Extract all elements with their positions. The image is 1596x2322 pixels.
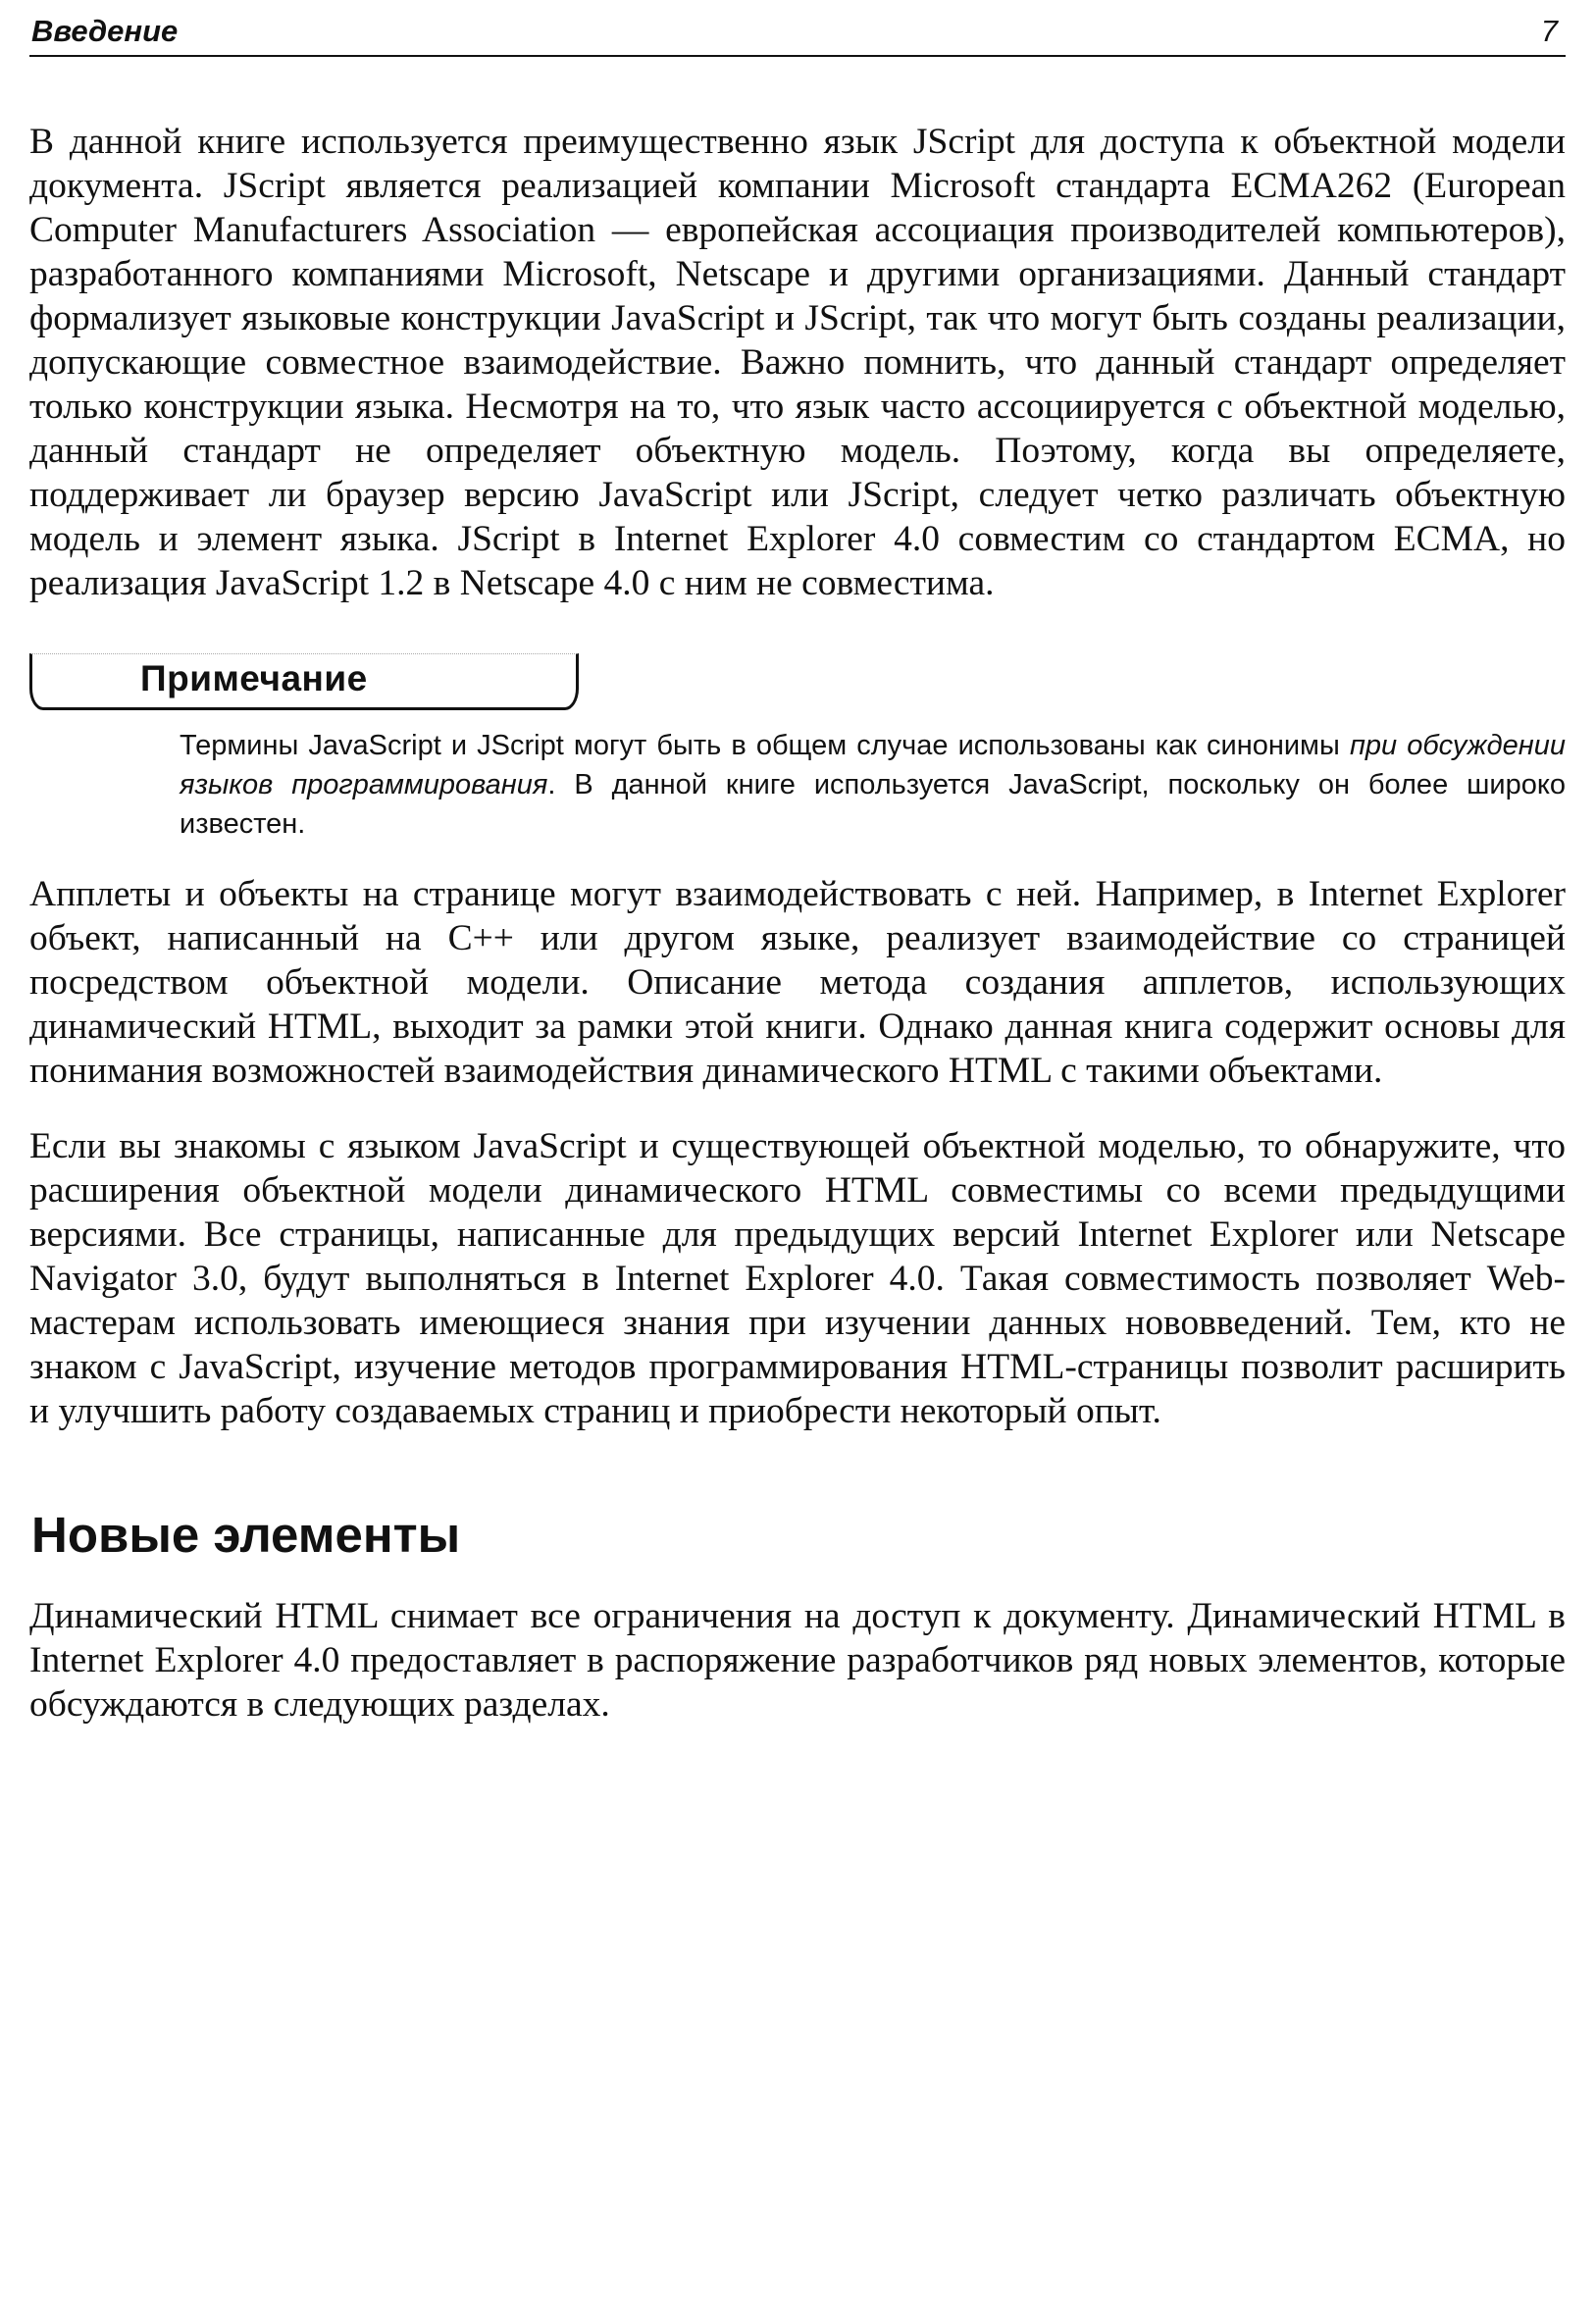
paragraph-compatibility: Если вы знакомы с языком JavaScript и существующей объектной моделью, то обнаружите, что расширения объектной модели динамического HTML совместимы со всеми предыдущими версиями. Все страницы, написанные для предыдущих версий Internet Explorer или Netscape Navigator 3.0, будут выполняться в Internet Explorer 4.0. Такая совместимость позволяет Web-мастерам использовать имеющиеся знания при изучении данных нововведений. Тем, кто не знаком с JavaScript, изучение методов программирования HTML-страницы позволит расширить и улучшить работу создаваемых страниц и приобрести некоторый опыт.	[29, 1126, 1566, 1431]
paragraph-new-elements: Динамический HTML снимает все ограничения на доступ к документу. Динамический HTML в Internet Explorer 4.0 предоставляет в распоряжение разработчиков ряд новых элементов, которые обсуждаются в следующих разделах.	[29, 1596, 1566, 1725]
section-heading: Новые элементы	[31, 1507, 461, 1563]
page-number: 7	[1540, 14, 1558, 48]
note-text-part-a: Термины JavaScript и JScript могут быть в общем случае использованы как синонимы	[180, 730, 1350, 761]
note-title-tab	[29, 653, 579, 710]
note-title: Примечание	[140, 658, 368, 698]
note-text-part-c: . В данной книге используется JavaScript, поскольку он более широко известен.	[180, 769, 1566, 840]
paragraph-jscript-ecma: В данной книге используется преимущественно язык JScript для доступа к объектной модели документа. JScript является реализацией компании Microsoft стандарта ECMA262 (European Computer Manufacturers Association — европейская ассоциация производителей компьютеров), разработанного компаниями Microsoft, Netscape и другими организациями. Данный стандарт формализует языковые конструкции JavaScript и JScript, так что могут быть созданы реализации, допускающие совместное взаимодействие. Важно помнить, что данный стандарт определяет только конструкции языка. Несмотря на то, что язык часто ассоциируется с объектной моделью, данный стандарт не определяет объектную модель. Поэтому, когда вы определяете, поддерживает ли браузер версию JavaScript или JScript, следует четко различать объектную модель и элемент языка. JScript в Internet Explorer 4.0 совместим со стандартом ECMA, но реализация JavaScript 1.2 в Netscape 4.0 с ним не совместима.	[29, 122, 1566, 603]
note-text-emphasis: при обсуждении языков программирования	[180, 730, 1567, 800]
header-section-title: Введение	[31, 14, 179, 48]
book-page	[29, 12, 1566, 2297]
note-box	[29, 653, 1567, 840]
paragraph-applets: Апплеты и объекты на странице могут взаимодействовать с ней. Например, в Internet Explorer объект, написанный на С++ или другом языке, реализует взаимодействие со страницей посредством объектной модели. Описание метода создания апплетов, использующих динамический HTML, выходит за рамки этой книги. Однако данная книга содержит основы для понимания возможностей взаимодействия динамического HTML с такими объектами.	[29, 874, 1566, 1091]
note-text	[180, 726, 1566, 844]
running-header	[29, 12, 1566, 57]
